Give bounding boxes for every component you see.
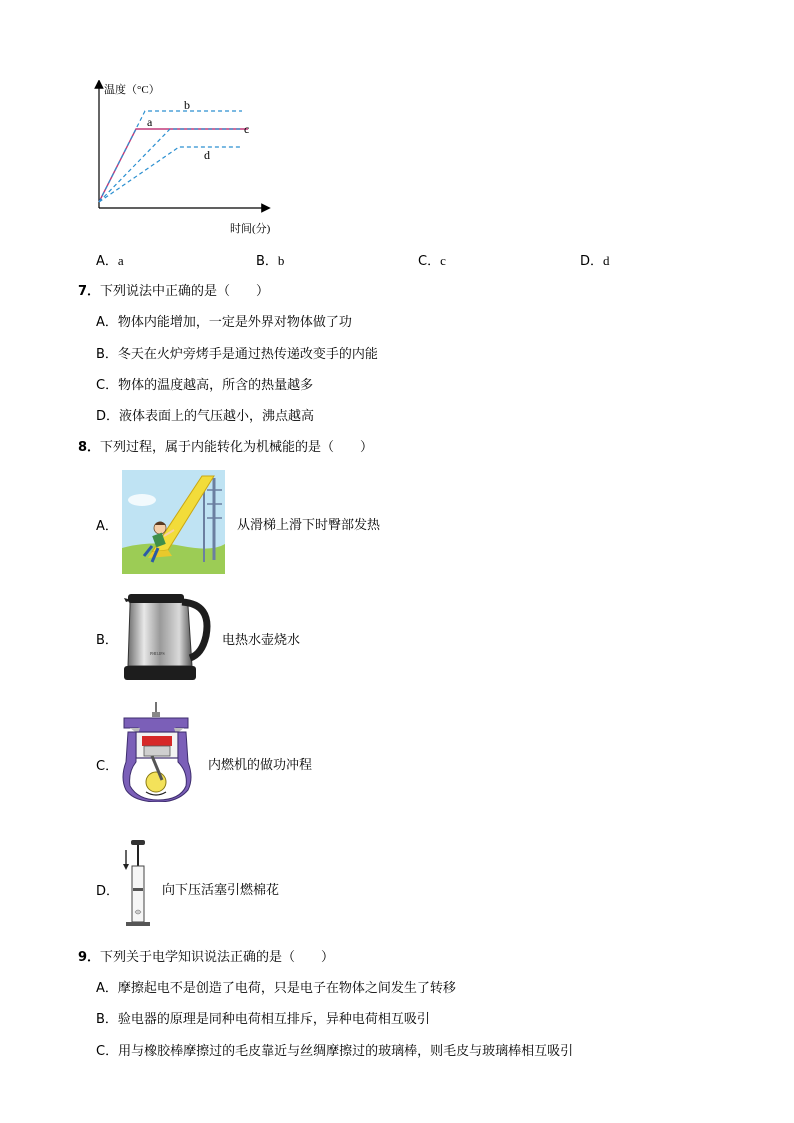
- q8-option-d-letter[interactable]: [96, 880, 119, 899]
- option-letter: B．: [96, 633, 118, 648]
- q8-option-b-text: 电热水壶烧水: [222, 633, 301, 648]
- option-text: b: [277, 253, 285, 268]
- question-text: 下列过程，属于内能转化为机械能的是（ ）: [100, 440, 374, 455]
- option-letter: A．: [96, 981, 118, 996]
- q7-option-d[interactable]: [96, 405, 314, 424]
- label-b: b: [184, 98, 190, 112]
- kettle-icon: [120, 592, 212, 686]
- option-letter: B．: [256, 254, 278, 269]
- option-letter: B．: [96, 347, 118, 362]
- option-letter: A．: [96, 315, 118, 330]
- slide-icon: [122, 470, 225, 574]
- temperature-time-graph: [90, 80, 290, 240]
- q8-option-c-text: 内燃机的做功冲程: [208, 758, 313, 773]
- question-text: 下列说法中正确的是（ ）: [100, 284, 270, 299]
- label-c: c: [244, 122, 250, 136]
- option-text: 用与橡胶棒摩擦过的毛皮靠近与丝绸摩擦过的玻璃棒，则毛皮与玻璃棒相互吸引: [118, 1044, 574, 1059]
- option-text: 物体的温度越高，所含的热量越多: [118, 378, 314, 393]
- option-letter: A．: [96, 254, 118, 269]
- q7-option-c[interactable]: [96, 374, 313, 393]
- kettle-brand: PHILIPS: [150, 651, 165, 656]
- line-d: [99, 147, 240, 202]
- option-letter: C．: [96, 1044, 119, 1059]
- piston-icon: [118, 838, 158, 930]
- option-text: 冬天在火炉旁烤手是通过热传递改变手的内能: [117, 347, 378, 362]
- option-text: 验电器的原理是同种电荷相互排斥，异种电荷相互吸引: [117, 1012, 430, 1027]
- q7-option-a[interactable]: [96, 311, 352, 330]
- option-letter: D．: [580, 254, 604, 269]
- label-a: a: [147, 115, 153, 129]
- option-text: 物体内能增加，一定是外界对物体做了功: [117, 315, 352, 330]
- q6-option-a[interactable]: [96, 250, 124, 269]
- option-letter: B．: [96, 1012, 118, 1027]
- line-c: [99, 129, 240, 202]
- option-letter: A．: [96, 519, 118, 534]
- question-number: 7．: [78, 284, 101, 299]
- q6-option-d[interactable]: [580, 250, 610, 269]
- label-d: d: [204, 148, 210, 162]
- question-9-stem: [78, 946, 334, 965]
- x-axis-label: 时间(分): [230, 223, 271, 235]
- option-letter: C．: [418, 254, 441, 269]
- option-letter: D．: [96, 884, 120, 899]
- option-text: d: [603, 253, 610, 268]
- option-text: 摩擦起电不是创造了电荷，只是电子在物体之间发生了转移: [117, 981, 456, 996]
- y-axis-label: 温度（°C）: [104, 84, 160, 96]
- q8-option-b-letter[interactable]: [96, 629, 118, 648]
- q9-option-a[interactable]: [96, 977, 456, 996]
- option-text: c: [440, 253, 446, 268]
- option-text: a: [117, 253, 124, 268]
- question-number: 8．: [78, 440, 101, 455]
- q9-option-c[interactable]: [96, 1040, 573, 1059]
- engine-icon: [118, 702, 196, 802]
- question-number: 9．: [78, 950, 101, 965]
- question-text: 下列关于电学知识说法正确的是（ ）: [100, 950, 335, 965]
- q6-option-b[interactable]: [256, 250, 284, 269]
- q6-option-c[interactable]: [418, 250, 446, 269]
- q8-option-c-letter[interactable]: [96, 755, 118, 774]
- q8-option-a-text: 从滑梯上滑下时臀部发热: [237, 518, 381, 533]
- option-text: 液体表面上的气压越小，沸点越高: [119, 409, 315, 424]
- option-letter: C．: [96, 378, 119, 393]
- option-letter: D．: [96, 409, 120, 424]
- q7-option-b[interactable]: [96, 343, 378, 362]
- question-8-stem: [78, 436, 373, 455]
- q8-option-a-letter[interactable]: [96, 515, 118, 534]
- line-b: [99, 111, 242, 202]
- question-7-stem: [78, 280, 269, 299]
- q9-option-b[interactable]: [96, 1008, 430, 1027]
- line-a: [99, 129, 248, 202]
- q8-option-d-text: 向下压活塞引燃棉花: [162, 883, 280, 898]
- option-letter: C．: [96, 759, 119, 774]
